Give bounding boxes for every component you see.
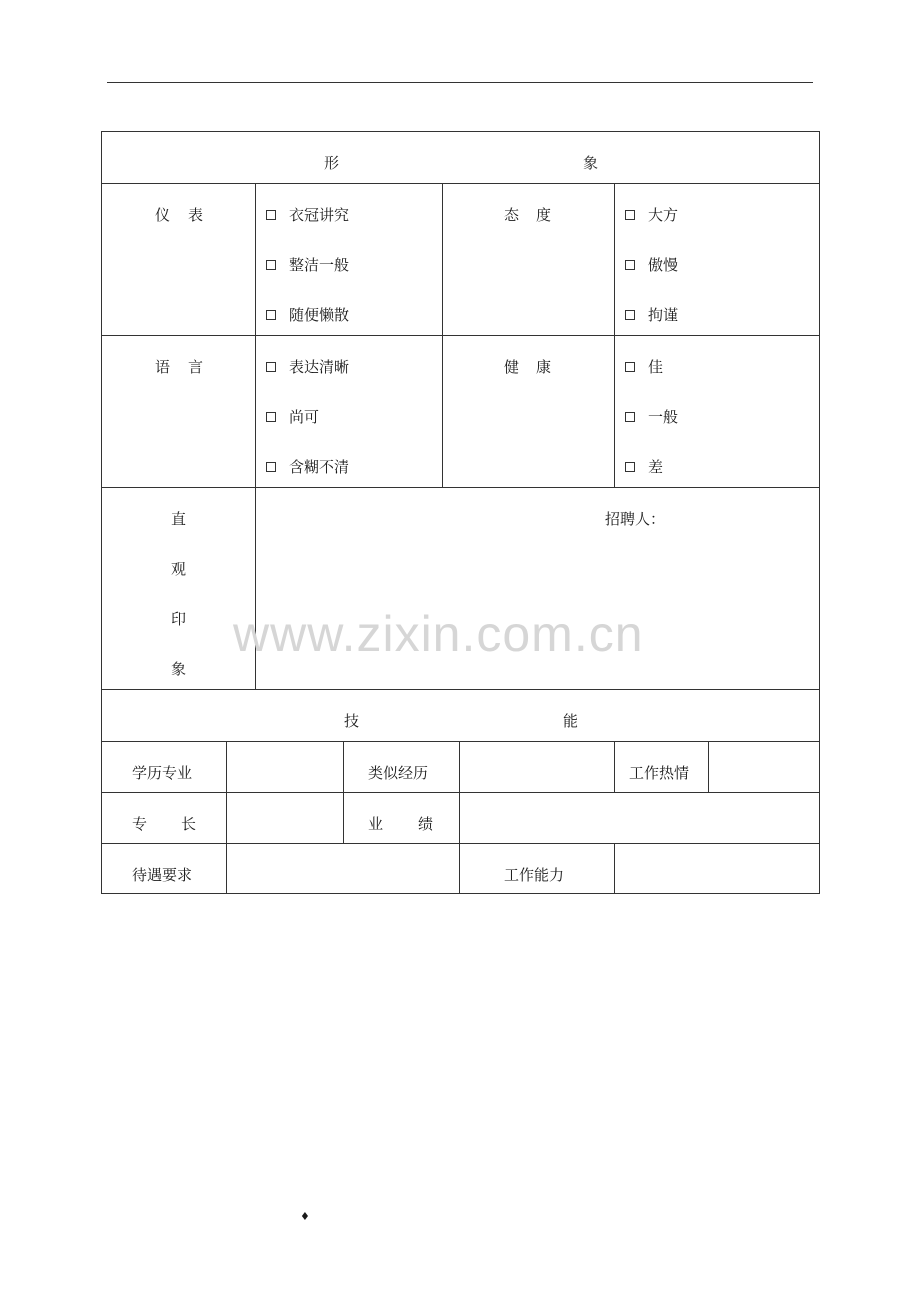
appearance-label-a: 仪 [155,206,171,224]
performance-value-cell[interactable] [459,792,820,844]
salary-request-label-cell [101,843,227,894]
section-header-image-right: 象 [583,154,599,172]
option-label: 随便懒散 [289,306,350,324]
specialty-label-b: 长 [181,815,197,833]
checkbox[interactable] [625,210,635,220]
option-label: 佳 [648,358,664,376]
health-options-cell [614,335,820,488]
appearance-label-cell [101,183,256,336]
option-label: 表达清晰 [289,358,350,376]
education-label: 学历专业 [132,764,193,782]
salary-request-value-cell[interactable] [226,843,460,894]
header-rule [107,82,813,83]
health-label-b: 康 [536,358,552,376]
option-label: 傲慢 [648,256,679,274]
specialty-label-a: 专 [132,815,148,833]
attitude-label-b: 度 [536,206,552,224]
checkbox[interactable] [266,462,276,472]
work-passion-label: 工作热情 [629,764,690,782]
work-passion-value-cell[interactable] [708,741,820,793]
education-value-cell[interactable] [226,741,344,793]
checkbox[interactable] [266,412,276,422]
language-label-cell [101,335,256,488]
similar-experience-value-cell[interactable] [459,741,615,793]
similar-experience-label: 类似经历 [368,764,429,782]
checkbox[interactable] [625,310,635,320]
checkbox[interactable] [625,260,635,270]
health-label-a: 健 [504,358,520,376]
health-label-cell [442,335,615,488]
section-header-image-left: 形 [324,154,340,172]
option-label: 整洁一般 [289,256,350,274]
section-header-image [101,131,820,184]
language-label-a: 语 [155,358,171,376]
language-label-b: 言 [188,358,204,376]
education-label-cell [101,741,227,793]
similar-experience-label-cell [343,741,460,793]
section-header-skill [101,689,820,742]
checkbox[interactable] [625,412,635,422]
checkbox[interactable] [266,310,276,320]
impression-label-char: 象 [171,660,187,678]
impression-label-char: 印 [171,610,187,628]
work-passion-label-cell [614,741,709,793]
specialty-label-cell [101,792,227,844]
attitude-label-cell [442,183,615,336]
option-label: 大方 [648,206,679,224]
appearance-label-b: 表 [188,206,204,224]
attitude-label-a: 态 [504,206,520,224]
option-label: 拘谨 [648,306,679,324]
work-ability-label-cell [459,843,615,894]
watermark: www.zixin.com.cn [233,606,644,662]
option-label: 一般 [648,408,679,426]
option-label: 含糊不清 [289,458,350,476]
footer-diamond-icon: ♦ [300,1210,310,1223]
performance-label-cell [343,792,460,844]
checkbox[interactable] [266,210,276,220]
checkbox[interactable] [266,260,276,270]
recruiter-label: 招聘人： [605,510,666,528]
option-label: 衣冠讲究 [289,206,350,224]
specialty-value-cell[interactable] [226,792,344,844]
work-ability-label: 工作能力 [504,866,565,884]
performance-label-b: 绩 [418,815,434,833]
appearance-options-cell [255,183,443,336]
option-label: 差 [648,458,664,476]
performance-label-a: 业 [368,815,384,833]
section-header-skill-left: 技 [344,712,360,730]
salary-request-label: 待遇要求 [132,866,193,884]
checkbox[interactable] [625,362,635,372]
option-label: 尚可 [289,408,320,426]
work-ability-value-cell[interactable] [614,843,820,894]
attitude-options-cell [614,183,820,336]
checkbox[interactable] [625,462,635,472]
impression-label-char: 直 [171,510,187,528]
language-options-cell [255,335,443,488]
checkbox[interactable] [266,362,276,372]
impression-label-char: 观 [171,560,187,578]
section-header-skill-right: 能 [563,712,579,730]
